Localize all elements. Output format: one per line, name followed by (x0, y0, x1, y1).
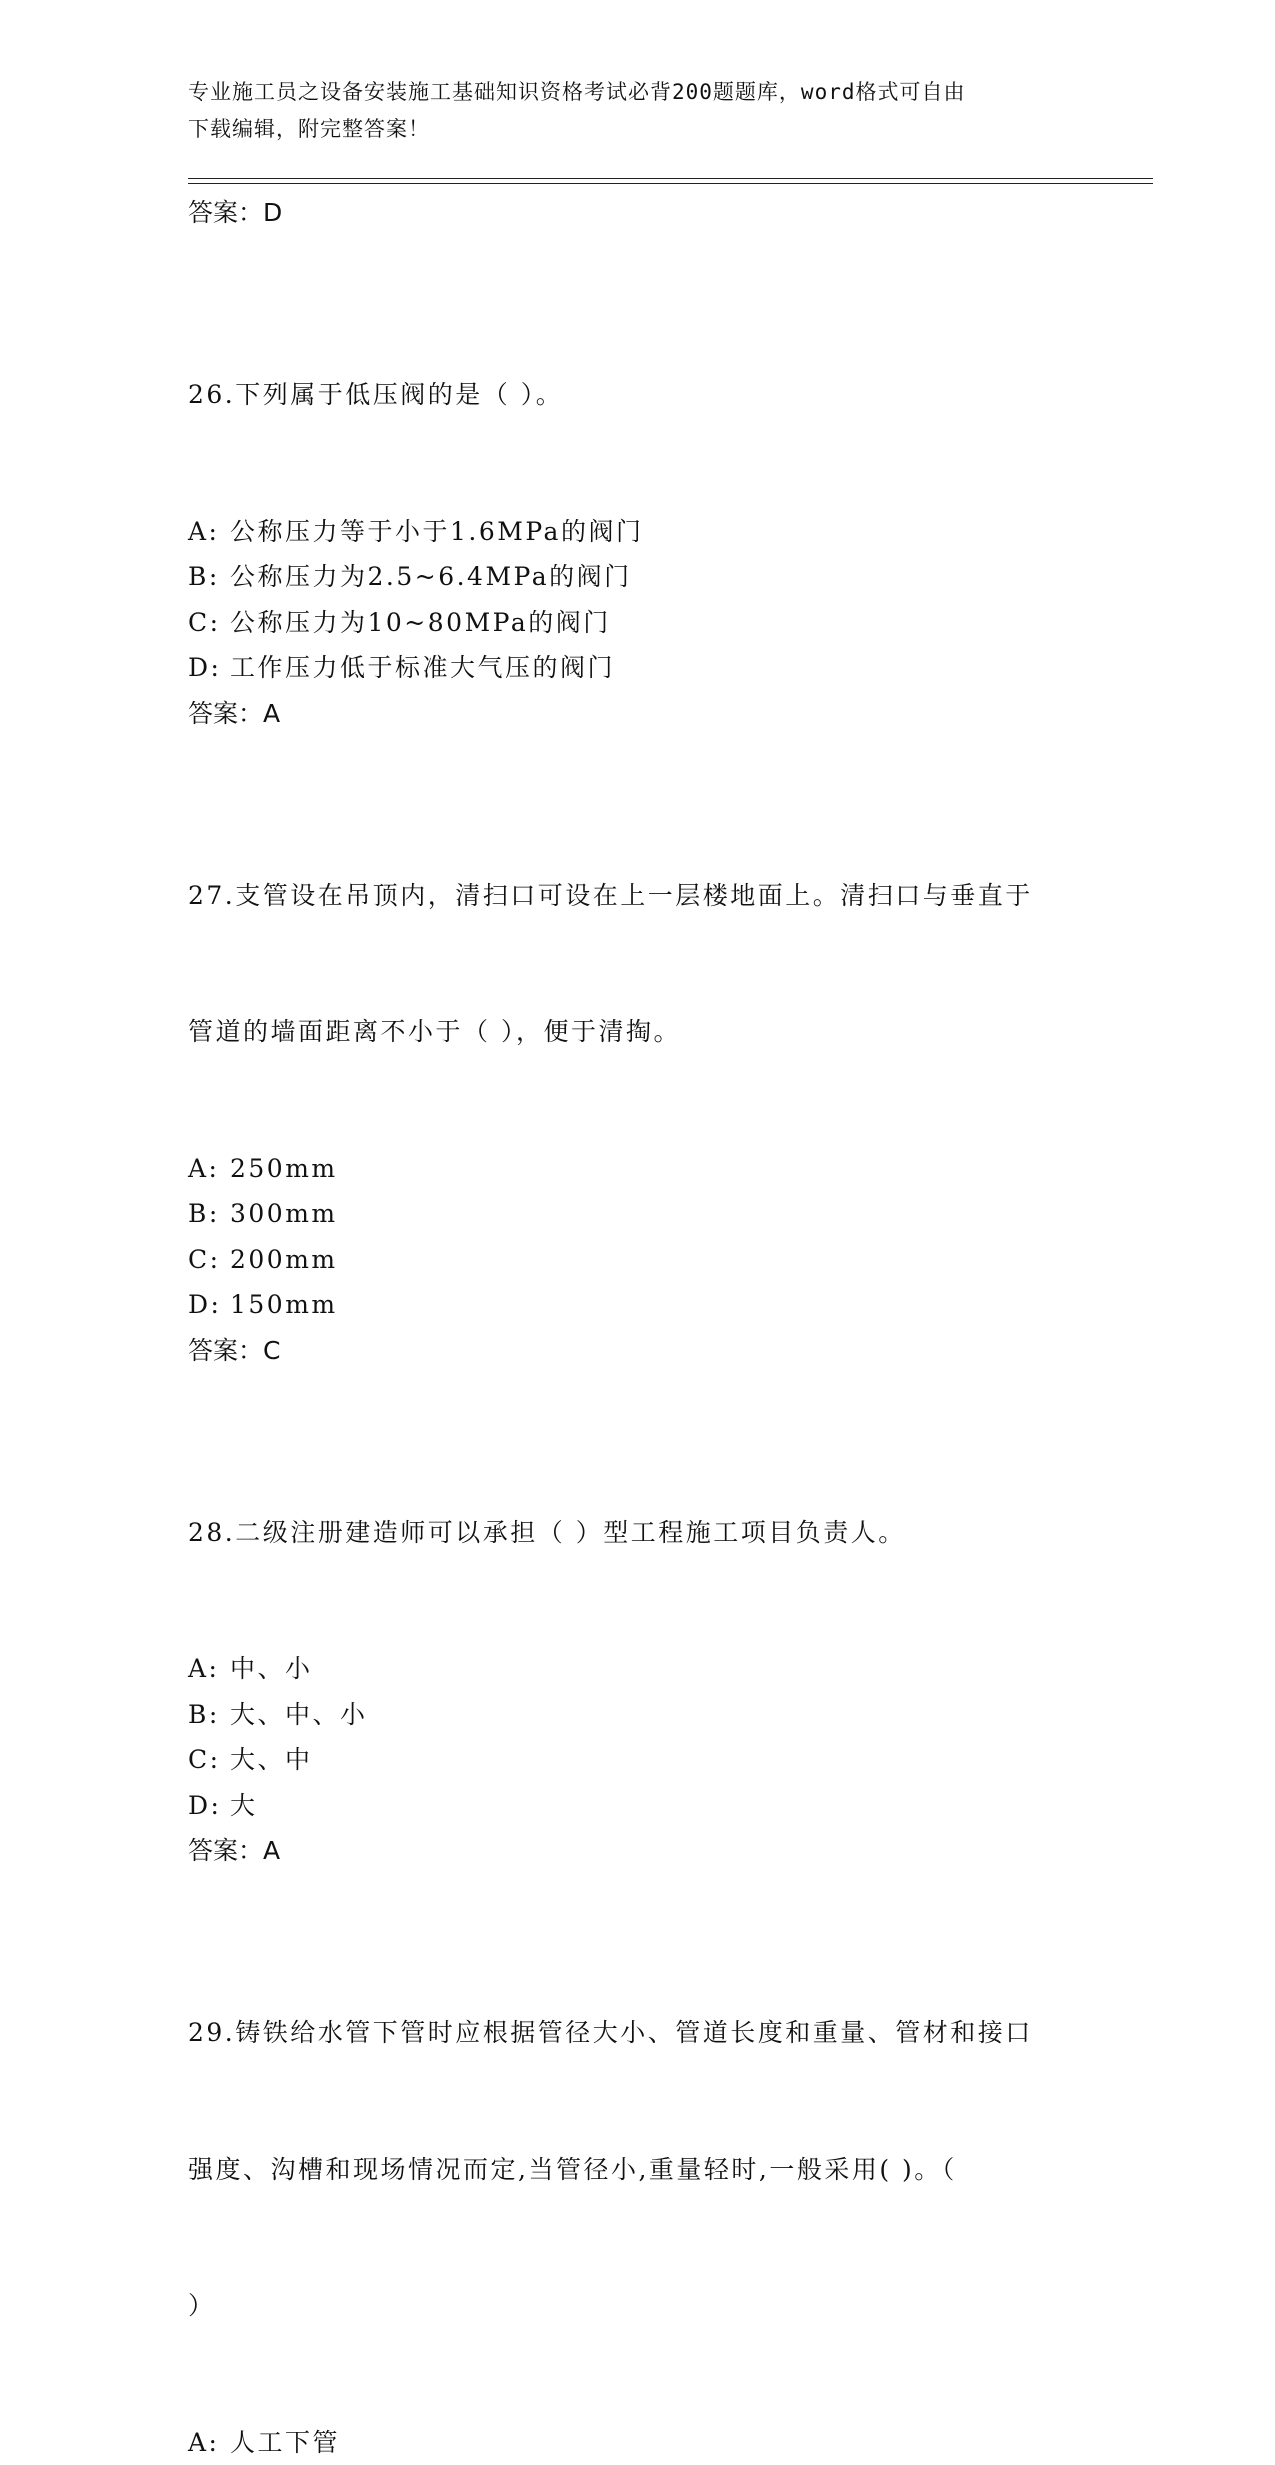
option-c (188, 600, 1153, 646)
option-text: 150mm (230, 1290, 338, 1319)
header-divider-bottom (188, 183, 1153, 184)
question-stem-line: 28.二级注册建造师可以承担（ ）型工程施工项目负责人。 (188, 1510, 1153, 1556)
option-d (188, 645, 1153, 691)
answer-line: 答案：A (188, 691, 1153, 736)
question-stem (188, 782, 1153, 1146)
question-stem-line: 29.铸铁给水管下管时应根据管径大小、管道长度和重量、管材和接口 (188, 2010, 1153, 2056)
option-text: 中、小 (230, 1654, 313, 1683)
question-26 (188, 281, 1153, 736)
option-text: 人工下管 (230, 2428, 340, 2457)
option-key: B: (188, 554, 230, 600)
answer-line: 答案：C (188, 1328, 1153, 1373)
question-stem (188, 281, 1153, 509)
option-text: 大 (230, 1791, 258, 1820)
option-c (188, 1237, 1153, 1283)
option-key: B: (188, 1191, 230, 1237)
option-key: C: (188, 1237, 230, 1283)
option-key: D: (188, 1783, 230, 1829)
question-stem-line: ） (188, 2283, 1153, 2329)
question-stem (188, 1919, 1153, 2420)
option-c (188, 1737, 1153, 1783)
option-d (188, 1282, 1153, 1328)
option-a (188, 509, 1153, 555)
option-key: C: (188, 600, 230, 646)
question-stem-line: 管道的墙面距离不小于（ ），便于清掏。 (188, 1009, 1153, 1055)
question-27 (188, 782, 1153, 1373)
question-list (188, 190, 1153, 2465)
previous-answer: 答案：D (188, 190, 1153, 235)
document-header (188, 74, 1068, 148)
option-text: 公称压力为2.5~6.4MPa的阀门 (230, 562, 632, 591)
option-text: 250mm (230, 1154, 338, 1183)
question-stem-line: 27.支管设在吊顶内，清扫口可设在上一层楼地面上。清扫口与垂直于 (188, 873, 1153, 919)
question-29 (188, 1919, 1153, 2465)
option-key: D: (188, 645, 230, 691)
header-title-line-1: 专业施工员之设备安装施工基础知识资格考试必背200题题库，word格式可自由 (188, 74, 1068, 111)
option-text: 300mm (230, 1199, 338, 1228)
option-b (188, 1692, 1153, 1738)
question-stem-line: 强度、沟槽和现场情况而定,当管径小,重量轻时,一般采用( )。（ (188, 2147, 1153, 2193)
option-key: A: (188, 1646, 230, 1692)
option-text: 大、中 (230, 1745, 313, 1774)
option-d (188, 1783, 1153, 1829)
question-28 (188, 1419, 1153, 1874)
header-title-line-2: 下载编辑，附完整答案！ (188, 111, 1068, 148)
option-text: 大、中、小 (230, 1700, 368, 1729)
option-b (188, 1191, 1153, 1237)
question-stem-line: 26.下列属于低压阀的是（ ）。 (188, 372, 1153, 418)
option-a (188, 1146, 1153, 1192)
answer-line: 答案：A (188, 1828, 1153, 1873)
header-divider-top (188, 178, 1153, 179)
option-a (188, 2420, 1153, 2465)
option-key: D: (188, 1282, 230, 1328)
option-b (188, 554, 1153, 600)
option-text: 工作压力低于标准大气压的阀门 (230, 653, 615, 682)
option-key: A: (188, 509, 230, 555)
option-key: B: (188, 1692, 230, 1738)
option-key: A: (188, 2420, 230, 2465)
option-text: 公称压力等于小于1.6MPa的阀门 (230, 517, 643, 546)
option-text: 公称压力为10~80MPa的阀门 (230, 608, 611, 637)
option-a (188, 1646, 1153, 1692)
question-stem (188, 1419, 1153, 1647)
option-key: A: (188, 1146, 230, 1192)
option-text: 200mm (230, 1245, 338, 1274)
option-key: C: (188, 1737, 230, 1783)
